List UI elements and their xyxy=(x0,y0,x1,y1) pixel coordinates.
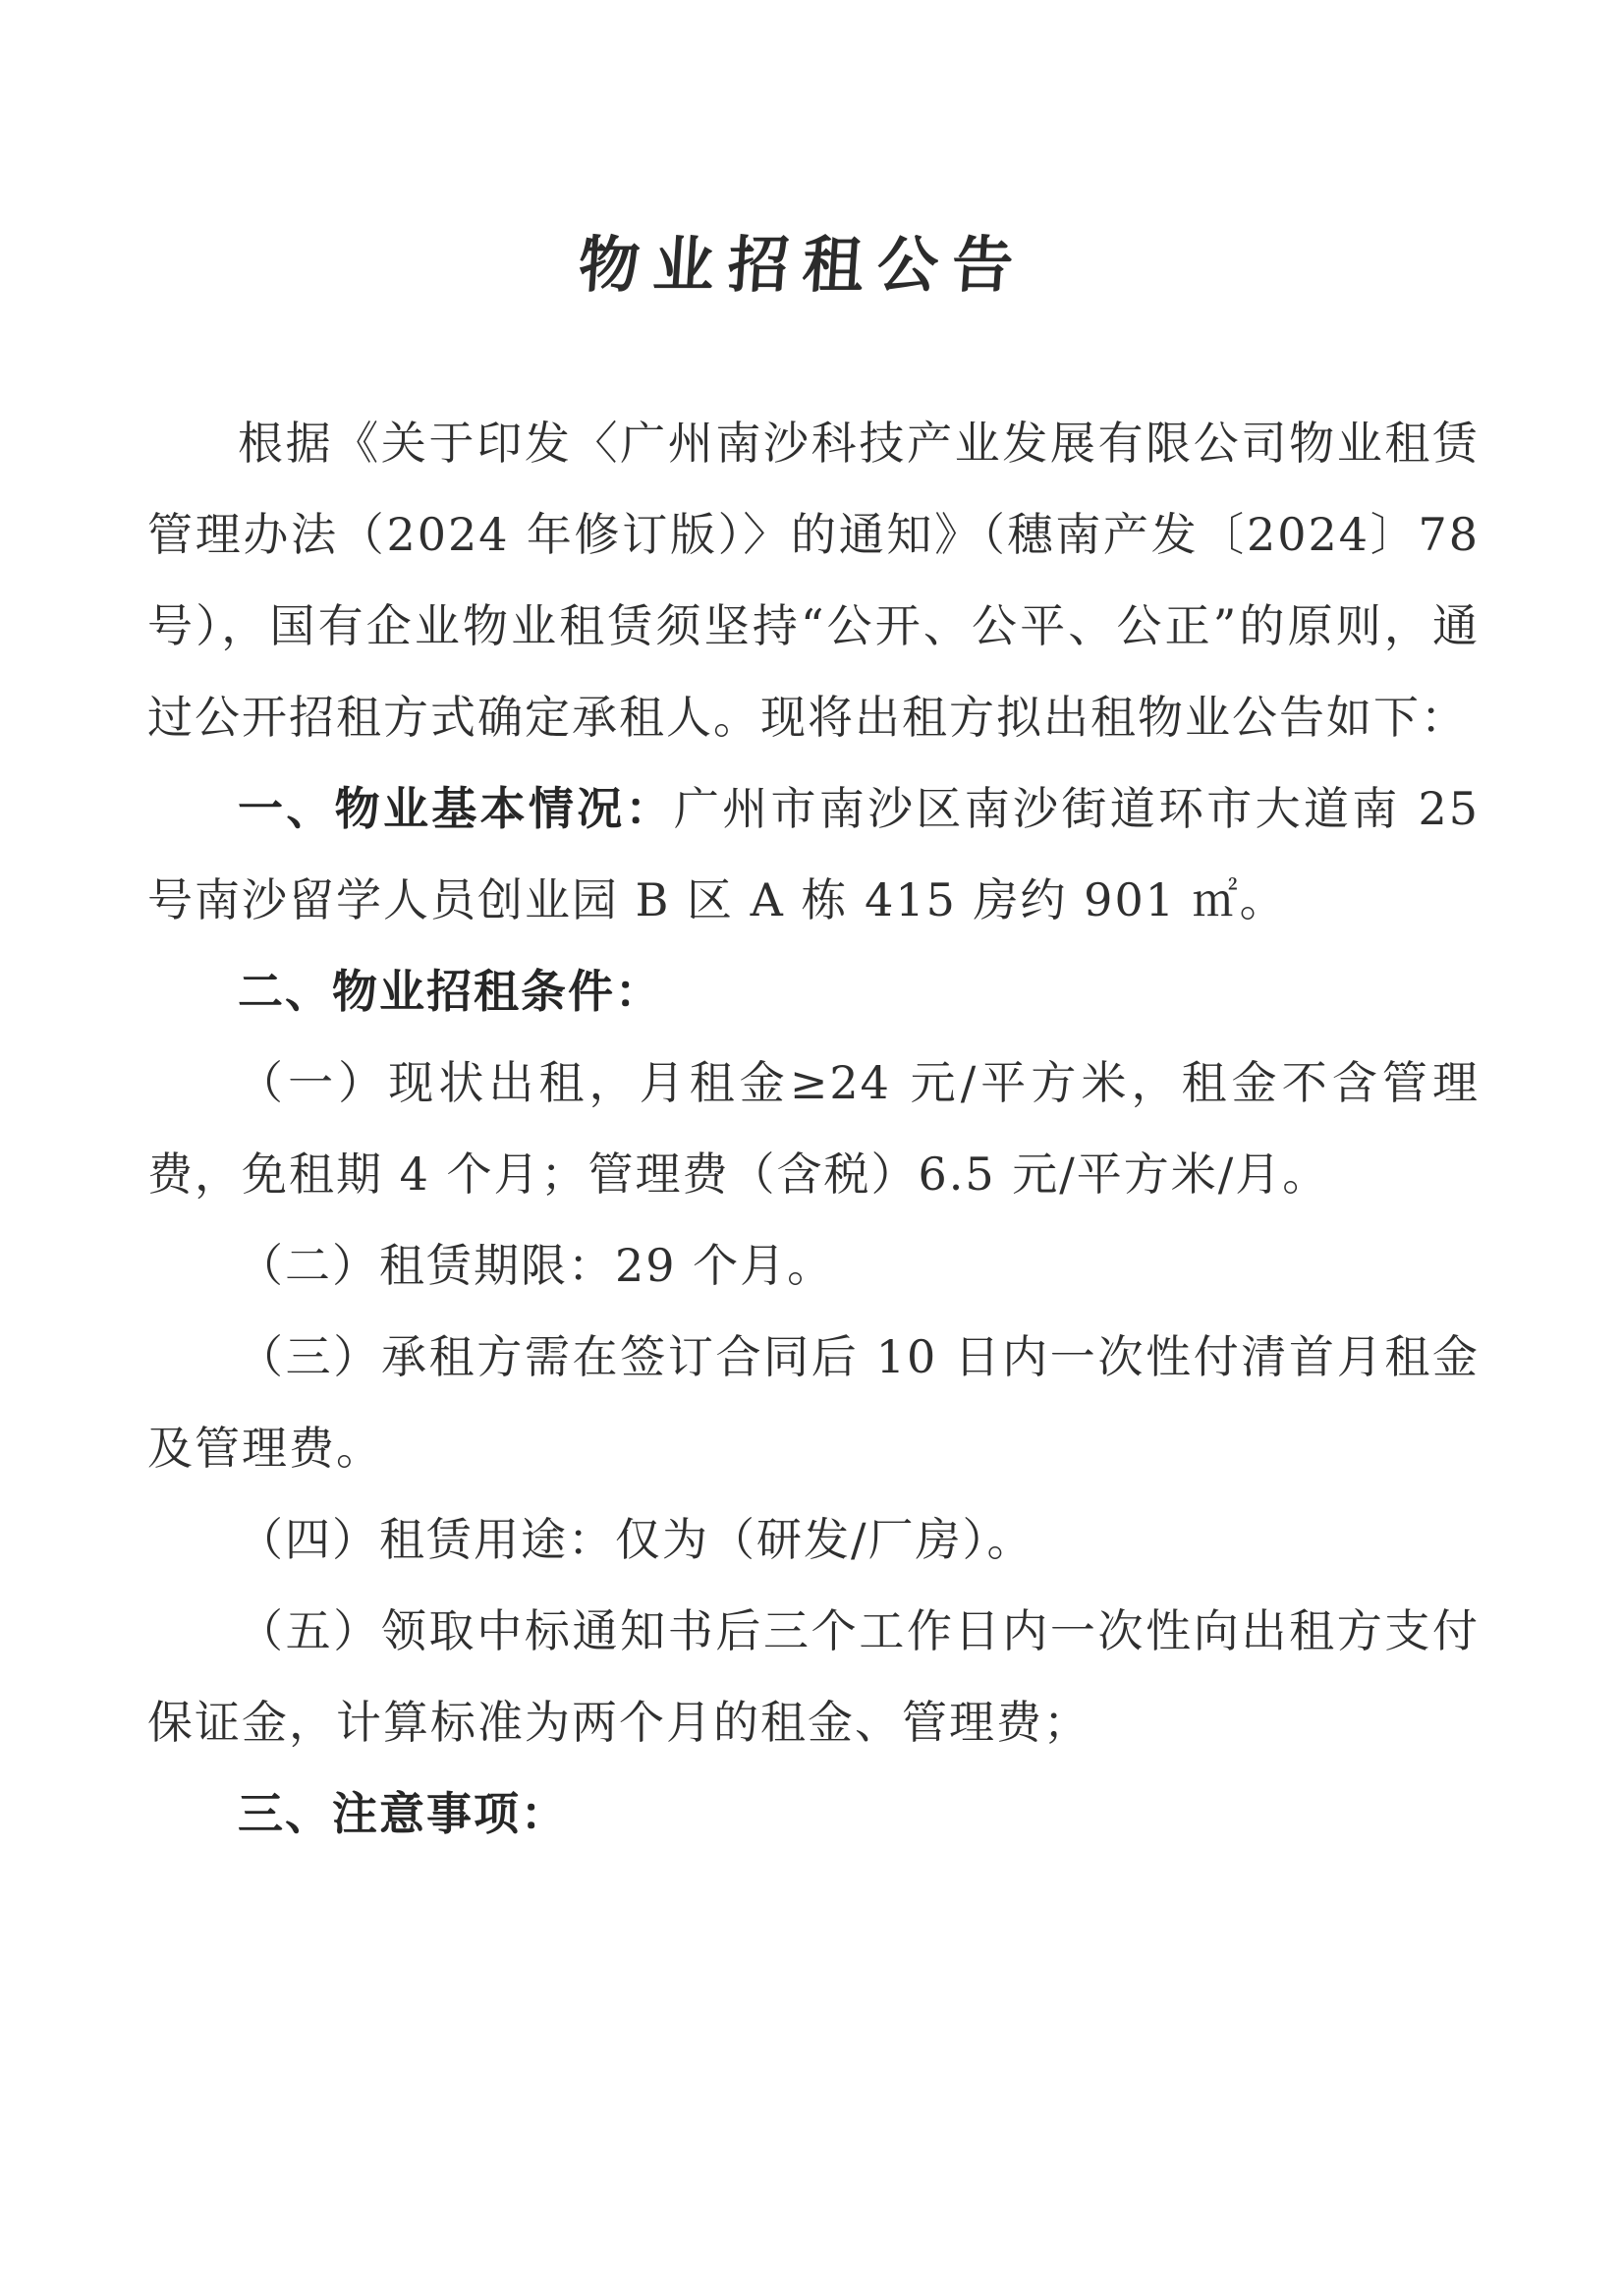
condition-item-2: （二）租赁期限：29 个月。 xyxy=(238,1239,835,1292)
document-body xyxy=(147,398,1480,1860)
condition-item-5: （五）领取中标通知书后三个工作日内一次性向出租方支付保证金，计算标准为两个月的租金、管理费； xyxy=(147,1604,1480,1749)
condition-item-1: （一）现状出租，月租金≥24 元/平方米，租金不含管理费，免租期 4 个月；管理费（含税）6.5 元/平方米/月。 xyxy=(147,1056,1480,1201)
document-title: 物业招租公告 xyxy=(576,229,1030,301)
section-property-heading: 一、物业基本情况： xyxy=(238,782,674,835)
section-property-paragraph xyxy=(147,763,1480,946)
condition-item-4: （四）租赁用途：仅为（研发/厂房）。 xyxy=(238,1513,1034,1566)
section-property-text: 广州市南沙区南沙街道环市大道南 25 号南沙留学人员创业园 B 区 A 栋 415 房约 901 ㎡。 xyxy=(147,782,1481,926)
section-conditions-heading: 二、物业招租条件： xyxy=(238,965,662,1018)
section-conditions-heading-paragraph xyxy=(147,946,1480,1037)
condition-item-3: （三）承租方需在签订合同后 10 日内一次性付清首月租金及管理费。 xyxy=(147,1330,1480,1475)
section-notes-heading: 三、注意事项： xyxy=(238,1787,568,1840)
section-notes-heading-paragraph xyxy=(147,1768,1480,1860)
intro-paragraph: 根据《关于印发〈广州南沙科技产业发展有限公司物业租赁管理办法（2024 年修订版）〉的通知》（穗南产发〔2024〕78 号），国有企业物业租赁须坚持“公开、公平、公正”的原则，通过公开招租方式确定承租人。现将出租方拟出租物业公告如下： xyxy=(147,417,1480,744)
